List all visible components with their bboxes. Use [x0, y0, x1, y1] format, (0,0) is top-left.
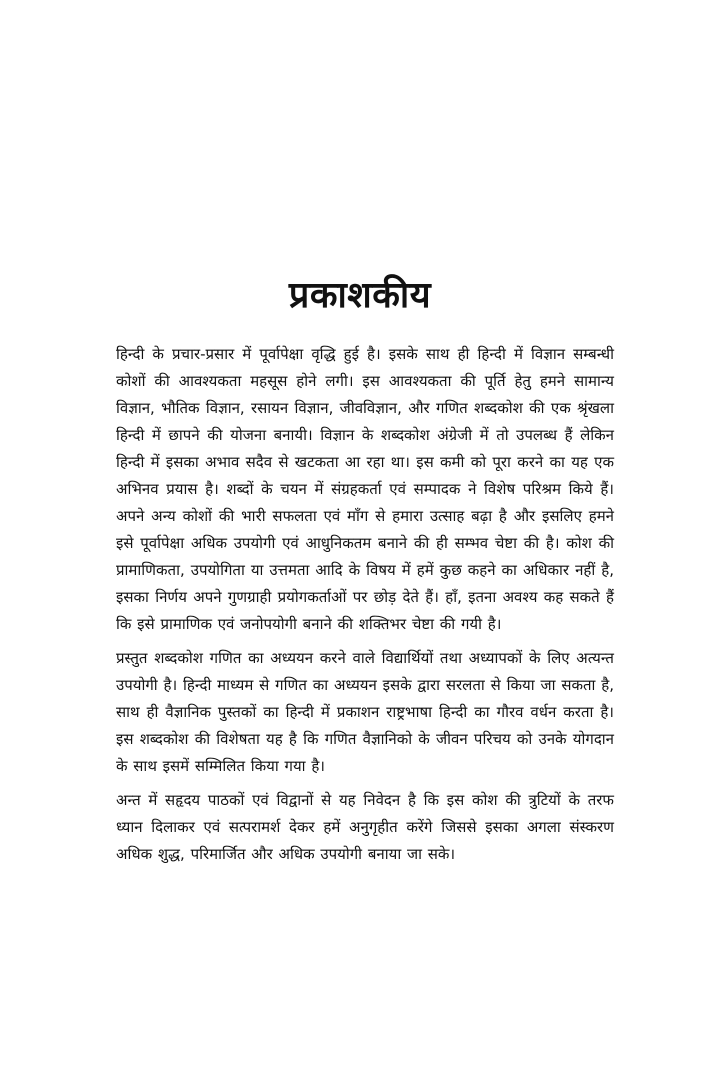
paragraph-2: प्रस्तुत शब्दकोश गणित का अध्ययन करने वाले विद्यार्थियों तथा अध्यापकों के लिए अत्यन्त उपयोगी है। हिन्दी माध्यम से गणित का अध्ययन इसके द्वारा सरलता से किया जा सकता है, साथ ही वैज्ञानिक पुस्तकों का हिन्दी में प्रकाशन राष्ट्रभाषा हिन्दी का गौरव वर्धन करता है। इस शब्दकोश की विशेषता यह है कि गणित वैज्ञानिको के जीवन परिचय को उनके योगदान के साथ इसमें सम्मिलित किया गया है। [116, 649, 614, 775]
paragraph-1: हिन्दी के प्रचार-प्रसार में पूर्वापेक्षा वृद्धि हुई है। इसके साथ ही हिन्दी में विज्ञान सम्बन्धी कोशों की आवश्यकता महसूस होने लगी। इस आवश्यकता की पूर्ति हेतु हमने सामान्य विज्ञान, भौतिक विज्ञान, रसायन विज्ञान, जीवविज्ञान, और गणित शब्दकोश की एक श्रृंखला हिन्दी में छापने की योजना बनायी। विज्ञान के शब्दकोश अंग्रेजी में तो उपलब्ध हैं लेकिन हिन्दी में इसका अभाव सदैव से खटकता आ रहा था। इस कमी को पूरा करने का यह एक अभिनव प्रयास है। शब्दों के चयन में संग्रहकर्ता एवं सम्पादक ने विशेष परिश्रम किये हैं। अपने अन्य कोशों की भारी सफलता एवं माँग से हमारा उत्साह बढ़ा है और इसलिए हमने इसे पूर्वापेक्षा अधिक उपयोगी एवं आधुनिकतम बनाने की ही सम्भव चेष्टा की है। कोश की प्रामाणिकता, उपयोगिता या उत्तमता आदि के विषय में हमें कुछ कहने का अधिकार नहीं है, इसका निर्णय अपने गुणग्राही प्रयोगकर्ताओं पर छोड़ देते हैं। हाँ, इतना अवश्य कह सकते हैं कि इसे प्रामाणिक एवं जनोपयोगी बनाने की शक्तिभर चेष्टा की गयी है। [116, 345, 614, 633]
paragraph-3: अन्त में सहृदय पाठकों एवं विद्वानों से यह निवेदन है कि इस कोश की त्रुटियों के तरफ ध्यान दिलाकर एवं सत्परामर्श देकर हमें अनुगृहीत करेंगे जिससे इसका अगला संस्करण अधिक शुद्ध, परिमार्जित और अधिक उपयोगी बनाया जा सके। [116, 791, 614, 863]
page-title: प्रकाशकीय [288, 275, 432, 317]
body-text [116, 341, 614, 875]
